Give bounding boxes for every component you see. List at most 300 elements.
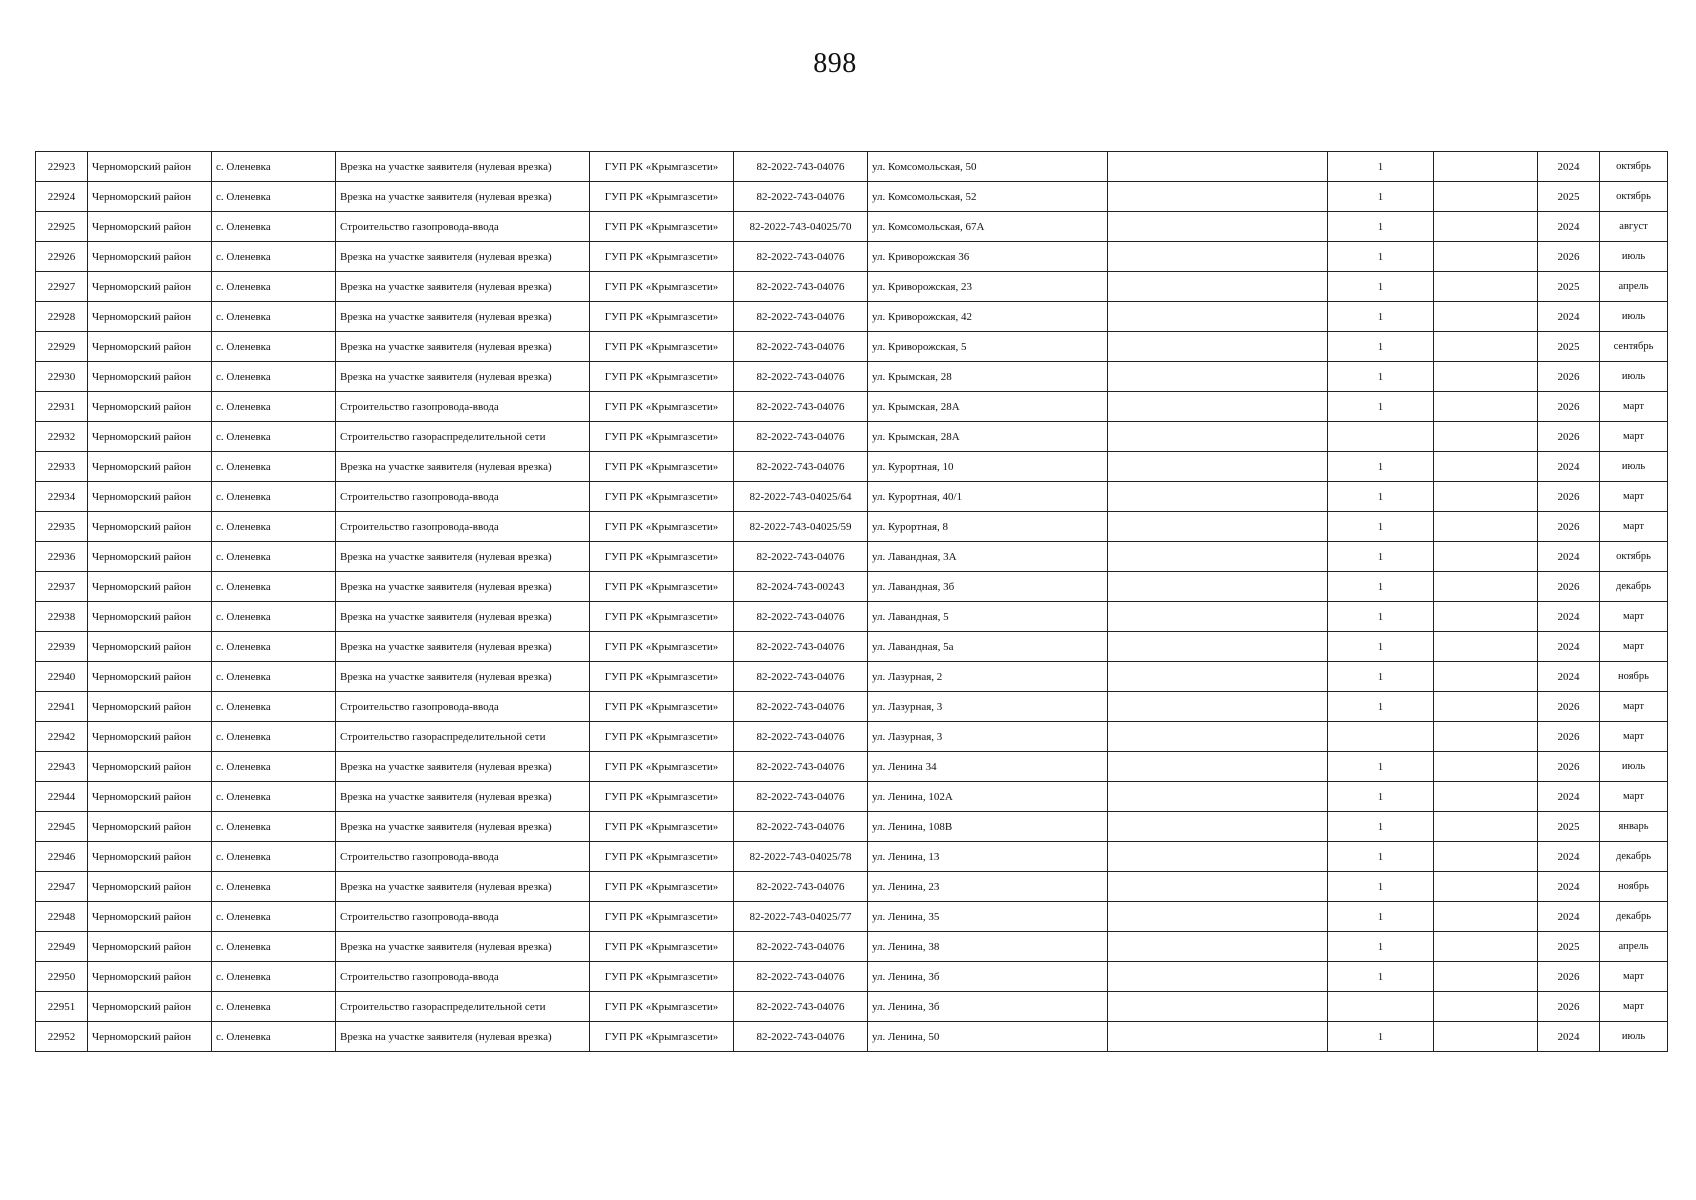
cell-district: Черноморский район bbox=[88, 332, 212, 362]
cell-work-type: Врезка на участке заявителя (нулевая врезка) bbox=[336, 362, 590, 392]
cell-contract-code: 82-2022-743-04076 bbox=[734, 602, 868, 632]
cell-quantity: 1 bbox=[1328, 272, 1434, 302]
cell-work-type: Строительство газораспределительной сети bbox=[336, 422, 590, 452]
cell-village: с. Оленевка bbox=[212, 932, 336, 962]
cell-village: с. Оленевка bbox=[212, 482, 336, 512]
cell-month: октябрь bbox=[1600, 542, 1668, 572]
cell-number: 22945 bbox=[36, 812, 88, 842]
cell-district: Черноморский район bbox=[88, 152, 212, 182]
cell-address: ул. Криворожская 36 bbox=[868, 242, 1108, 272]
cell-month: август bbox=[1600, 212, 1668, 242]
table-row bbox=[36, 542, 1668, 572]
cell-organization: ГУП РК «Крымгазсети» bbox=[590, 272, 734, 302]
table-row bbox=[36, 362, 1668, 392]
table-row bbox=[36, 872, 1668, 902]
cell-district: Черноморский район bbox=[88, 302, 212, 332]
cell-organization: ГУП РК «Крымгазсети» bbox=[590, 662, 734, 692]
table-row bbox=[36, 212, 1668, 242]
cell-organization: ГУП РК «Крымгазсети» bbox=[590, 452, 734, 482]
cell-number: 22929 bbox=[36, 332, 88, 362]
cell-year: 2026 bbox=[1538, 962, 1600, 992]
cell-work-type: Врезка на участке заявителя (нулевая врезка) bbox=[336, 242, 590, 272]
cell-address: ул. Криворожская, 42 bbox=[868, 302, 1108, 332]
cell-number: 22924 bbox=[36, 182, 88, 212]
cell-blank bbox=[1108, 662, 1328, 692]
cell-address: ул. Лазурная, 3 bbox=[868, 722, 1108, 752]
cell-number: 22943 bbox=[36, 752, 88, 782]
cell-contract-code: 82-2022-743-04025/78 bbox=[734, 842, 868, 872]
cell-blank bbox=[1434, 752, 1538, 782]
cell-address: ул. Курортная, 40/1 bbox=[868, 482, 1108, 512]
cell-village: с. Оленевка bbox=[212, 662, 336, 692]
cell-quantity: 1 bbox=[1328, 572, 1434, 602]
cell-quantity: 1 bbox=[1328, 452, 1434, 482]
cell-contract-code: 82-2022-743-04076 bbox=[734, 272, 868, 302]
cell-blank bbox=[1434, 932, 1538, 962]
cell-blank bbox=[1434, 812, 1538, 842]
table-row bbox=[36, 572, 1668, 602]
cell-blank bbox=[1434, 632, 1538, 662]
cell-address: ул. Крымская, 28А bbox=[868, 392, 1108, 422]
cell-village: с. Оленевка bbox=[212, 632, 336, 662]
cell-number: 22949 bbox=[36, 932, 88, 962]
cell-blank bbox=[1108, 152, 1328, 182]
cell-address: ул. Комсомольская, 67А bbox=[868, 212, 1108, 242]
cell-number: 22925 bbox=[36, 212, 88, 242]
cell-contract-code: 82-2022-743-04076 bbox=[734, 1022, 868, 1052]
cell-blank bbox=[1108, 602, 1328, 632]
cell-contract-code: 82-2022-743-04025/70 bbox=[734, 212, 868, 242]
cell-district: Черноморский район bbox=[88, 782, 212, 812]
cell-blank bbox=[1434, 992, 1538, 1022]
cell-district: Черноморский район bbox=[88, 512, 212, 542]
cell-year: 2024 bbox=[1538, 662, 1600, 692]
cell-month: ноябрь bbox=[1600, 872, 1668, 902]
cell-quantity: 1 bbox=[1328, 482, 1434, 512]
table-row bbox=[36, 392, 1668, 422]
cell-year: 2026 bbox=[1538, 992, 1600, 1022]
page-number: 898 bbox=[813, 48, 857, 79]
cell-contract-code: 82-2022-743-04076 bbox=[734, 692, 868, 722]
cell-address: ул. Ленина, 38 bbox=[868, 932, 1108, 962]
cell-blank bbox=[1434, 182, 1538, 212]
cell-address: ул. Криворожская, 23 bbox=[868, 272, 1108, 302]
cell-address: ул. Крымская, 28 bbox=[868, 362, 1108, 392]
cell-contract-code: 82-2022-743-04076 bbox=[734, 422, 868, 452]
cell-organization: ГУП РК «Крымгазсети» bbox=[590, 332, 734, 362]
cell-blank bbox=[1434, 662, 1538, 692]
cell-blank bbox=[1434, 542, 1538, 572]
cell-contract-code: 82-2022-743-04076 bbox=[734, 962, 868, 992]
cell-month: декабрь bbox=[1600, 572, 1668, 602]
cell-contract-code: 82-2022-743-04076 bbox=[734, 362, 868, 392]
cell-number: 22940 bbox=[36, 662, 88, 692]
cell-organization: ГУП РК «Крымгазсети» bbox=[590, 932, 734, 962]
cell-work-type: Врезка на участке заявителя (нулевая врезка) bbox=[336, 332, 590, 362]
cell-work-type: Врезка на участке заявителя (нулевая врезка) bbox=[336, 932, 590, 962]
cell-year: 2026 bbox=[1538, 242, 1600, 272]
cell-work-type: Врезка на участке заявителя (нулевая врезка) bbox=[336, 272, 590, 302]
cell-blank bbox=[1108, 422, 1328, 452]
cell-year: 2026 bbox=[1538, 722, 1600, 752]
cell-blank bbox=[1108, 362, 1328, 392]
cell-work-type: Строительство газораспределительной сети bbox=[336, 722, 590, 752]
cell-district: Черноморский район bbox=[88, 212, 212, 242]
cell-work-type: Врезка на участке заявителя (нулевая врезка) bbox=[336, 632, 590, 662]
cell-month: март bbox=[1600, 962, 1668, 992]
cell-organization: ГУП РК «Крымгазсети» bbox=[590, 212, 734, 242]
cell-month: март bbox=[1600, 602, 1668, 632]
cell-village: с. Оленевка bbox=[212, 692, 336, 722]
cell-contract-code: 82-2022-743-04076 bbox=[734, 392, 868, 422]
cell-address: ул. Криворожская, 5 bbox=[868, 332, 1108, 362]
cell-blank bbox=[1108, 992, 1328, 1022]
cell-quantity: 1 bbox=[1328, 812, 1434, 842]
table-row bbox=[36, 902, 1668, 932]
cell-month: январь bbox=[1600, 812, 1668, 842]
cell-quantity: 1 bbox=[1328, 692, 1434, 722]
cell-work-type: Врезка на участке заявителя (нулевая врезка) bbox=[336, 602, 590, 632]
cell-quantity: 1 bbox=[1328, 1022, 1434, 1052]
table-body bbox=[36, 152, 1668, 1052]
cell-village: с. Оленевка bbox=[212, 602, 336, 632]
cell-number: 22939 bbox=[36, 632, 88, 662]
cell-work-type: Врезка на участке заявителя (нулевая врезка) bbox=[336, 542, 590, 572]
cell-quantity: 1 bbox=[1328, 152, 1434, 182]
cell-district: Черноморский район bbox=[88, 572, 212, 602]
cell-organization: ГУП РК «Крымгазсети» bbox=[590, 512, 734, 542]
cell-address: ул. Ленина 34 bbox=[868, 752, 1108, 782]
cell-quantity: 1 bbox=[1328, 182, 1434, 212]
table-row bbox=[36, 1022, 1668, 1052]
cell-quantity: 1 bbox=[1328, 632, 1434, 662]
cell-organization: ГУП РК «Крымгазсети» bbox=[590, 992, 734, 1022]
cell-contract-code: 82-2022-743-04025/77 bbox=[734, 902, 868, 932]
cell-address: ул. Курортная, 8 bbox=[868, 512, 1108, 542]
cell-address: ул. Ленина, 35 bbox=[868, 902, 1108, 932]
cell-month: март bbox=[1600, 512, 1668, 542]
cell-organization: ГУП РК «Крымгазсети» bbox=[590, 782, 734, 812]
cell-organization: ГУП РК «Крымгазсети» bbox=[590, 632, 734, 662]
cell-organization: ГУП РК «Крымгазсети» bbox=[590, 152, 734, 182]
cell-address: ул. Лавандная, 3б bbox=[868, 572, 1108, 602]
cell-work-type: Врезка на участке заявителя (нулевая врезка) bbox=[336, 782, 590, 812]
cell-organization: ГУП РК «Крымгазсети» bbox=[590, 1022, 734, 1052]
cell-contract-code: 82-2022-743-04076 bbox=[734, 872, 868, 902]
cell-organization: ГУП РК «Крымгазсети» bbox=[590, 602, 734, 632]
cell-month: июль bbox=[1600, 1022, 1668, 1052]
cell-year: 2024 bbox=[1538, 302, 1600, 332]
cell-organization: ГУП РК «Крымгазсети» bbox=[590, 692, 734, 722]
cell-contract-code: 82-2022-743-04076 bbox=[734, 542, 868, 572]
cell-address: ул. Ленина, 108В bbox=[868, 812, 1108, 842]
cell-district: Черноморский район bbox=[88, 692, 212, 722]
table-row bbox=[36, 812, 1668, 842]
cell-district: Черноморский район bbox=[88, 872, 212, 902]
cell-village: с. Оленевка bbox=[212, 362, 336, 392]
cell-organization: ГУП РК «Крымгазсети» bbox=[590, 842, 734, 872]
cell-year: 2026 bbox=[1538, 572, 1600, 602]
cell-blank bbox=[1434, 272, 1538, 302]
cell-work-type: Врезка на участке заявителя (нулевая врезка) bbox=[336, 1022, 590, 1052]
cell-work-type: Строительство газораспределительной сети bbox=[336, 992, 590, 1022]
cell-district: Черноморский район bbox=[88, 932, 212, 962]
cell-contract-code: 82-2022-743-04076 bbox=[734, 242, 868, 272]
gasification-schedule-table bbox=[35, 151, 1668, 1052]
table-row bbox=[36, 722, 1668, 752]
cell-village: с. Оленевка bbox=[212, 542, 336, 572]
cell-district: Черноморский район bbox=[88, 452, 212, 482]
cell-month: сентябрь bbox=[1600, 332, 1668, 362]
cell-blank bbox=[1434, 452, 1538, 482]
cell-address: ул. Ленина, 3б bbox=[868, 992, 1108, 1022]
cell-contract-code: 82-2022-743-04076 bbox=[734, 662, 868, 692]
cell-month: март bbox=[1600, 722, 1668, 752]
cell-year: 2026 bbox=[1538, 512, 1600, 542]
table-row bbox=[36, 782, 1668, 812]
cell-village: с. Оленевка bbox=[212, 722, 336, 752]
cell-work-type: Строительство газопровода-ввода bbox=[336, 692, 590, 722]
cell-quantity: 1 bbox=[1328, 242, 1434, 272]
cell-district: Черноморский район bbox=[88, 362, 212, 392]
cell-district: Черноморский район bbox=[88, 752, 212, 782]
cell-work-type: Строительство газопровода-ввода bbox=[336, 482, 590, 512]
cell-number: 22951 bbox=[36, 992, 88, 1022]
cell-year: 2024 bbox=[1538, 152, 1600, 182]
cell-district: Черноморский район bbox=[88, 542, 212, 572]
cell-organization: ГУП РК «Крымгазсети» bbox=[590, 902, 734, 932]
table-row bbox=[36, 932, 1668, 962]
cell-month: октябрь bbox=[1600, 182, 1668, 212]
cell-quantity: 1 bbox=[1328, 842, 1434, 872]
cell-district: Черноморский район bbox=[88, 182, 212, 212]
cell-contract-code: 82-2022-743-04076 bbox=[734, 812, 868, 842]
cell-district: Черноморский район bbox=[88, 992, 212, 1022]
table-row bbox=[36, 242, 1668, 272]
cell-blank bbox=[1108, 572, 1328, 602]
cell-month: июль bbox=[1600, 242, 1668, 272]
cell-organization: ГУП РК «Крымгазсети» bbox=[590, 482, 734, 512]
cell-quantity: 1 bbox=[1328, 932, 1434, 962]
cell-month: октябрь bbox=[1600, 152, 1668, 182]
cell-number: 22952 bbox=[36, 1022, 88, 1052]
cell-year: 2025 bbox=[1538, 272, 1600, 302]
cell-blank bbox=[1434, 1022, 1538, 1052]
cell-work-type: Строительство газопровода-ввода bbox=[336, 902, 590, 932]
cell-blank bbox=[1434, 512, 1538, 542]
cell-blank bbox=[1108, 182, 1328, 212]
cell-district: Черноморский район bbox=[88, 422, 212, 452]
table-row bbox=[36, 602, 1668, 632]
cell-year: 2026 bbox=[1538, 752, 1600, 782]
cell-village: с. Оленевка bbox=[212, 272, 336, 302]
cell-year: 2025 bbox=[1538, 812, 1600, 842]
cell-blank bbox=[1434, 302, 1538, 332]
cell-year: 2026 bbox=[1538, 392, 1600, 422]
cell-quantity: 1 bbox=[1328, 662, 1434, 692]
cell-number: 22923 bbox=[36, 152, 88, 182]
table-row bbox=[36, 182, 1668, 212]
cell-work-type: Строительство газопровода-ввода bbox=[336, 962, 590, 992]
cell-organization: ГУП РК «Крымгазсети» bbox=[590, 242, 734, 272]
cell-village: с. Оленевка bbox=[212, 872, 336, 902]
cell-month: март bbox=[1600, 422, 1668, 452]
cell-blank bbox=[1434, 332, 1538, 362]
cell-blank bbox=[1108, 242, 1328, 272]
cell-district: Черноморский район bbox=[88, 602, 212, 632]
cell-address: ул. Комсомольская, 52 bbox=[868, 182, 1108, 212]
cell-village: с. Оленевка bbox=[212, 572, 336, 602]
table-row bbox=[36, 452, 1668, 482]
cell-year: 2025 bbox=[1538, 332, 1600, 362]
cell-village: с. Оленевка bbox=[212, 902, 336, 932]
cell-number: 22948 bbox=[36, 902, 88, 932]
cell-village: с. Оленевка bbox=[212, 302, 336, 332]
cell-contract-code: 82-2022-743-04076 bbox=[734, 302, 868, 332]
cell-month: март bbox=[1600, 632, 1668, 662]
cell-district: Черноморский район bbox=[88, 812, 212, 842]
cell-month: март bbox=[1600, 992, 1668, 1022]
cell-contract-code: 82-2022-743-04076 bbox=[734, 722, 868, 752]
cell-blank bbox=[1434, 392, 1538, 422]
cell-district: Черноморский район bbox=[88, 242, 212, 272]
cell-number: 22932 bbox=[36, 422, 88, 452]
cell-blank bbox=[1108, 272, 1328, 302]
cell-village: с. Оленевка bbox=[212, 782, 336, 812]
cell-number: 22946 bbox=[36, 842, 88, 872]
cell-blank bbox=[1434, 422, 1538, 452]
cell-address: ул. Лавандная, 3А bbox=[868, 542, 1108, 572]
cell-quantity: 1 bbox=[1328, 392, 1434, 422]
cell-blank bbox=[1108, 452, 1328, 482]
cell-year: 2024 bbox=[1538, 602, 1600, 632]
cell-quantity: 1 bbox=[1328, 962, 1434, 992]
cell-village: с. Оленевка bbox=[212, 512, 336, 542]
cell-village: с. Оленевка bbox=[212, 392, 336, 422]
cell-month: март bbox=[1600, 392, 1668, 422]
cell-blank bbox=[1108, 512, 1328, 542]
cell-blank bbox=[1108, 782, 1328, 812]
cell-year: 2024 bbox=[1538, 842, 1600, 872]
cell-address: ул. Лавандная, 5 bbox=[868, 602, 1108, 632]
cell-blank bbox=[1108, 872, 1328, 902]
cell-number: 22928 bbox=[36, 302, 88, 332]
cell-contract-code: 82-2022-743-04076 bbox=[734, 782, 868, 812]
cell-year: 2026 bbox=[1538, 362, 1600, 392]
cell-year: 2024 bbox=[1538, 452, 1600, 482]
cell-blank bbox=[1108, 812, 1328, 842]
cell-district: Черноморский район bbox=[88, 662, 212, 692]
cell-number: 22941 bbox=[36, 692, 88, 722]
cell-contract-code: 82-2022-743-04076 bbox=[734, 452, 868, 482]
cell-address: ул. Ленина, 3б bbox=[868, 962, 1108, 992]
cell-blank bbox=[1434, 872, 1538, 902]
cell-village: с. Оленевка bbox=[212, 842, 336, 872]
cell-month: апрель bbox=[1600, 932, 1668, 962]
cell-month: декабрь bbox=[1600, 842, 1668, 872]
cell-quantity: 1 bbox=[1328, 602, 1434, 632]
cell-blank bbox=[1434, 362, 1538, 392]
cell-organization: ГУП РК «Крымгазсети» bbox=[590, 182, 734, 212]
cell-work-type: Врезка на участке заявителя (нулевая врезка) bbox=[336, 572, 590, 602]
table-row bbox=[36, 302, 1668, 332]
cell-month: март bbox=[1600, 782, 1668, 812]
cell-blank bbox=[1108, 302, 1328, 332]
cell-blank bbox=[1434, 962, 1538, 992]
cell-number: 22938 bbox=[36, 602, 88, 632]
cell-district: Черноморский район bbox=[88, 272, 212, 302]
cell-blank bbox=[1434, 572, 1538, 602]
cell-blank bbox=[1108, 332, 1328, 362]
cell-year: 2024 bbox=[1538, 632, 1600, 662]
table-row bbox=[36, 152, 1668, 182]
table-row bbox=[36, 332, 1668, 362]
cell-quantity: 1 bbox=[1328, 872, 1434, 902]
cell-blank bbox=[1108, 632, 1328, 662]
cell-blank bbox=[1108, 842, 1328, 872]
table-row bbox=[36, 842, 1668, 872]
cell-district: Черноморский район bbox=[88, 1022, 212, 1052]
cell-organization: ГУП РК «Крымгазсети» bbox=[590, 572, 734, 602]
cell-organization: ГУП РК «Крымгазсети» bbox=[590, 752, 734, 782]
cell-number: 22937 bbox=[36, 572, 88, 602]
document-sheet bbox=[35, 151, 1668, 1052]
cell-number: 22934 bbox=[36, 482, 88, 512]
cell-district: Черноморский район bbox=[88, 392, 212, 422]
cell-village: с. Оленевка bbox=[212, 242, 336, 272]
cell-district: Черноморский район bbox=[88, 902, 212, 932]
cell-address: ул. Комсомольская, 50 bbox=[868, 152, 1108, 182]
cell-year: 2025 bbox=[1538, 932, 1600, 962]
cell-blank bbox=[1434, 152, 1538, 182]
cell-number: 22944 bbox=[36, 782, 88, 812]
cell-work-type: Врезка на участке заявителя (нулевая врезка) bbox=[336, 812, 590, 842]
cell-blank bbox=[1108, 692, 1328, 722]
cell-month: апрель bbox=[1600, 272, 1668, 302]
cell-number: 22931 bbox=[36, 392, 88, 422]
cell-blank bbox=[1108, 1022, 1328, 1052]
cell-village: с. Оленевка bbox=[212, 962, 336, 992]
cell-district: Черноморский район bbox=[88, 962, 212, 992]
cell-village: с. Оленевка bbox=[212, 332, 336, 362]
cell-quantity: 1 bbox=[1328, 902, 1434, 932]
cell-year: 2024 bbox=[1538, 872, 1600, 902]
cell-village: с. Оленевка bbox=[212, 992, 336, 1022]
cell-district: Черноморский район bbox=[88, 482, 212, 512]
cell-number: 22933 bbox=[36, 452, 88, 482]
cell-work-type: Врезка на участке заявителя (нулевая врезка) bbox=[336, 302, 590, 332]
cell-blank bbox=[1434, 722, 1538, 752]
cell-year: 2025 bbox=[1538, 182, 1600, 212]
cell-quantity bbox=[1328, 992, 1434, 1022]
cell-quantity: 1 bbox=[1328, 752, 1434, 782]
cell-address: ул. Ленина, 23 bbox=[868, 872, 1108, 902]
cell-year: 2024 bbox=[1538, 212, 1600, 242]
cell-organization: ГУП РК «Крымгазсети» bbox=[590, 422, 734, 452]
cell-village: с. Оленевка bbox=[212, 812, 336, 842]
cell-blank bbox=[1108, 752, 1328, 782]
cell-address: ул. Ленина, 50 bbox=[868, 1022, 1108, 1052]
cell-work-type: Строительство газопровода-ввода bbox=[336, 212, 590, 242]
cell-village: с. Оленевка bbox=[212, 752, 336, 782]
cell-organization: ГУП РК «Крымгазсети» bbox=[590, 362, 734, 392]
cell-organization: ГУП РК «Крымгазсети» bbox=[590, 392, 734, 422]
cell-year: 2024 bbox=[1538, 1022, 1600, 1052]
cell-quantity: 1 bbox=[1328, 362, 1434, 392]
cell-year: 2026 bbox=[1538, 482, 1600, 512]
cell-contract-code: 82-2024-743-00243 bbox=[734, 572, 868, 602]
cell-village: с. Оленевка bbox=[212, 422, 336, 452]
